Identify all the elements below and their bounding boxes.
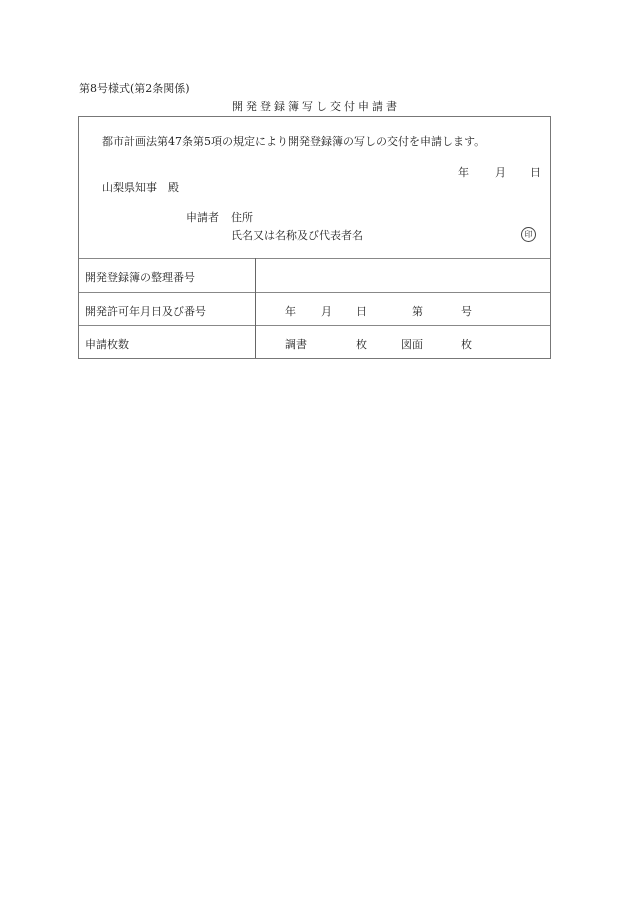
drawing-label: 図面 — [401, 338, 423, 351]
row-label-permit-date-number: 開発許可年月日及び番号 — [85, 305, 206, 318]
divider — [79, 292, 550, 293]
drawing-sheets-unit: 枚 — [461, 338, 472, 351]
divider — [79, 325, 550, 326]
seal-icon: 印 — [521, 227, 536, 242]
column-divider — [255, 258, 256, 358]
report-sheets-unit: 枚 — [356, 338, 367, 351]
date-year: 年 — [458, 166, 469, 179]
permit-number-suffix: 号 — [461, 305, 472, 318]
document-title: 開発登録簿写し交付申請書 — [232, 100, 400, 113]
addressee: 山梨県知事 殿 — [102, 181, 179, 194]
date-day: 日 — [530, 166, 541, 179]
permit-month: 月 — [321, 305, 332, 318]
form-number-label: 第8号様式(第2条関係) — [79, 82, 190, 95]
application-form-box — [78, 116, 551, 359]
declaration-text: 都市計画法第47条第5項の規定により開発登録簿の写しの交付を申請します。 — [102, 135, 486, 148]
report-label: 調書 — [285, 338, 307, 351]
permit-year: 年 — [285, 305, 296, 318]
address-label: 住所 — [231, 211, 253, 224]
applicant-label: 申請者 — [186, 211, 219, 224]
row-label-sheet-count: 申請枚数 — [85, 338, 129, 351]
permit-day: 日 — [356, 305, 367, 318]
row-label-registry-number: 開発登録簿の整理番号 — [85, 271, 195, 284]
divider — [79, 258, 550, 259]
date-month: 月 — [495, 166, 506, 179]
permit-number-prefix: 第 — [412, 305, 423, 318]
name-label: 氏名又は名称及び代表者名 — [231, 229, 363, 242]
